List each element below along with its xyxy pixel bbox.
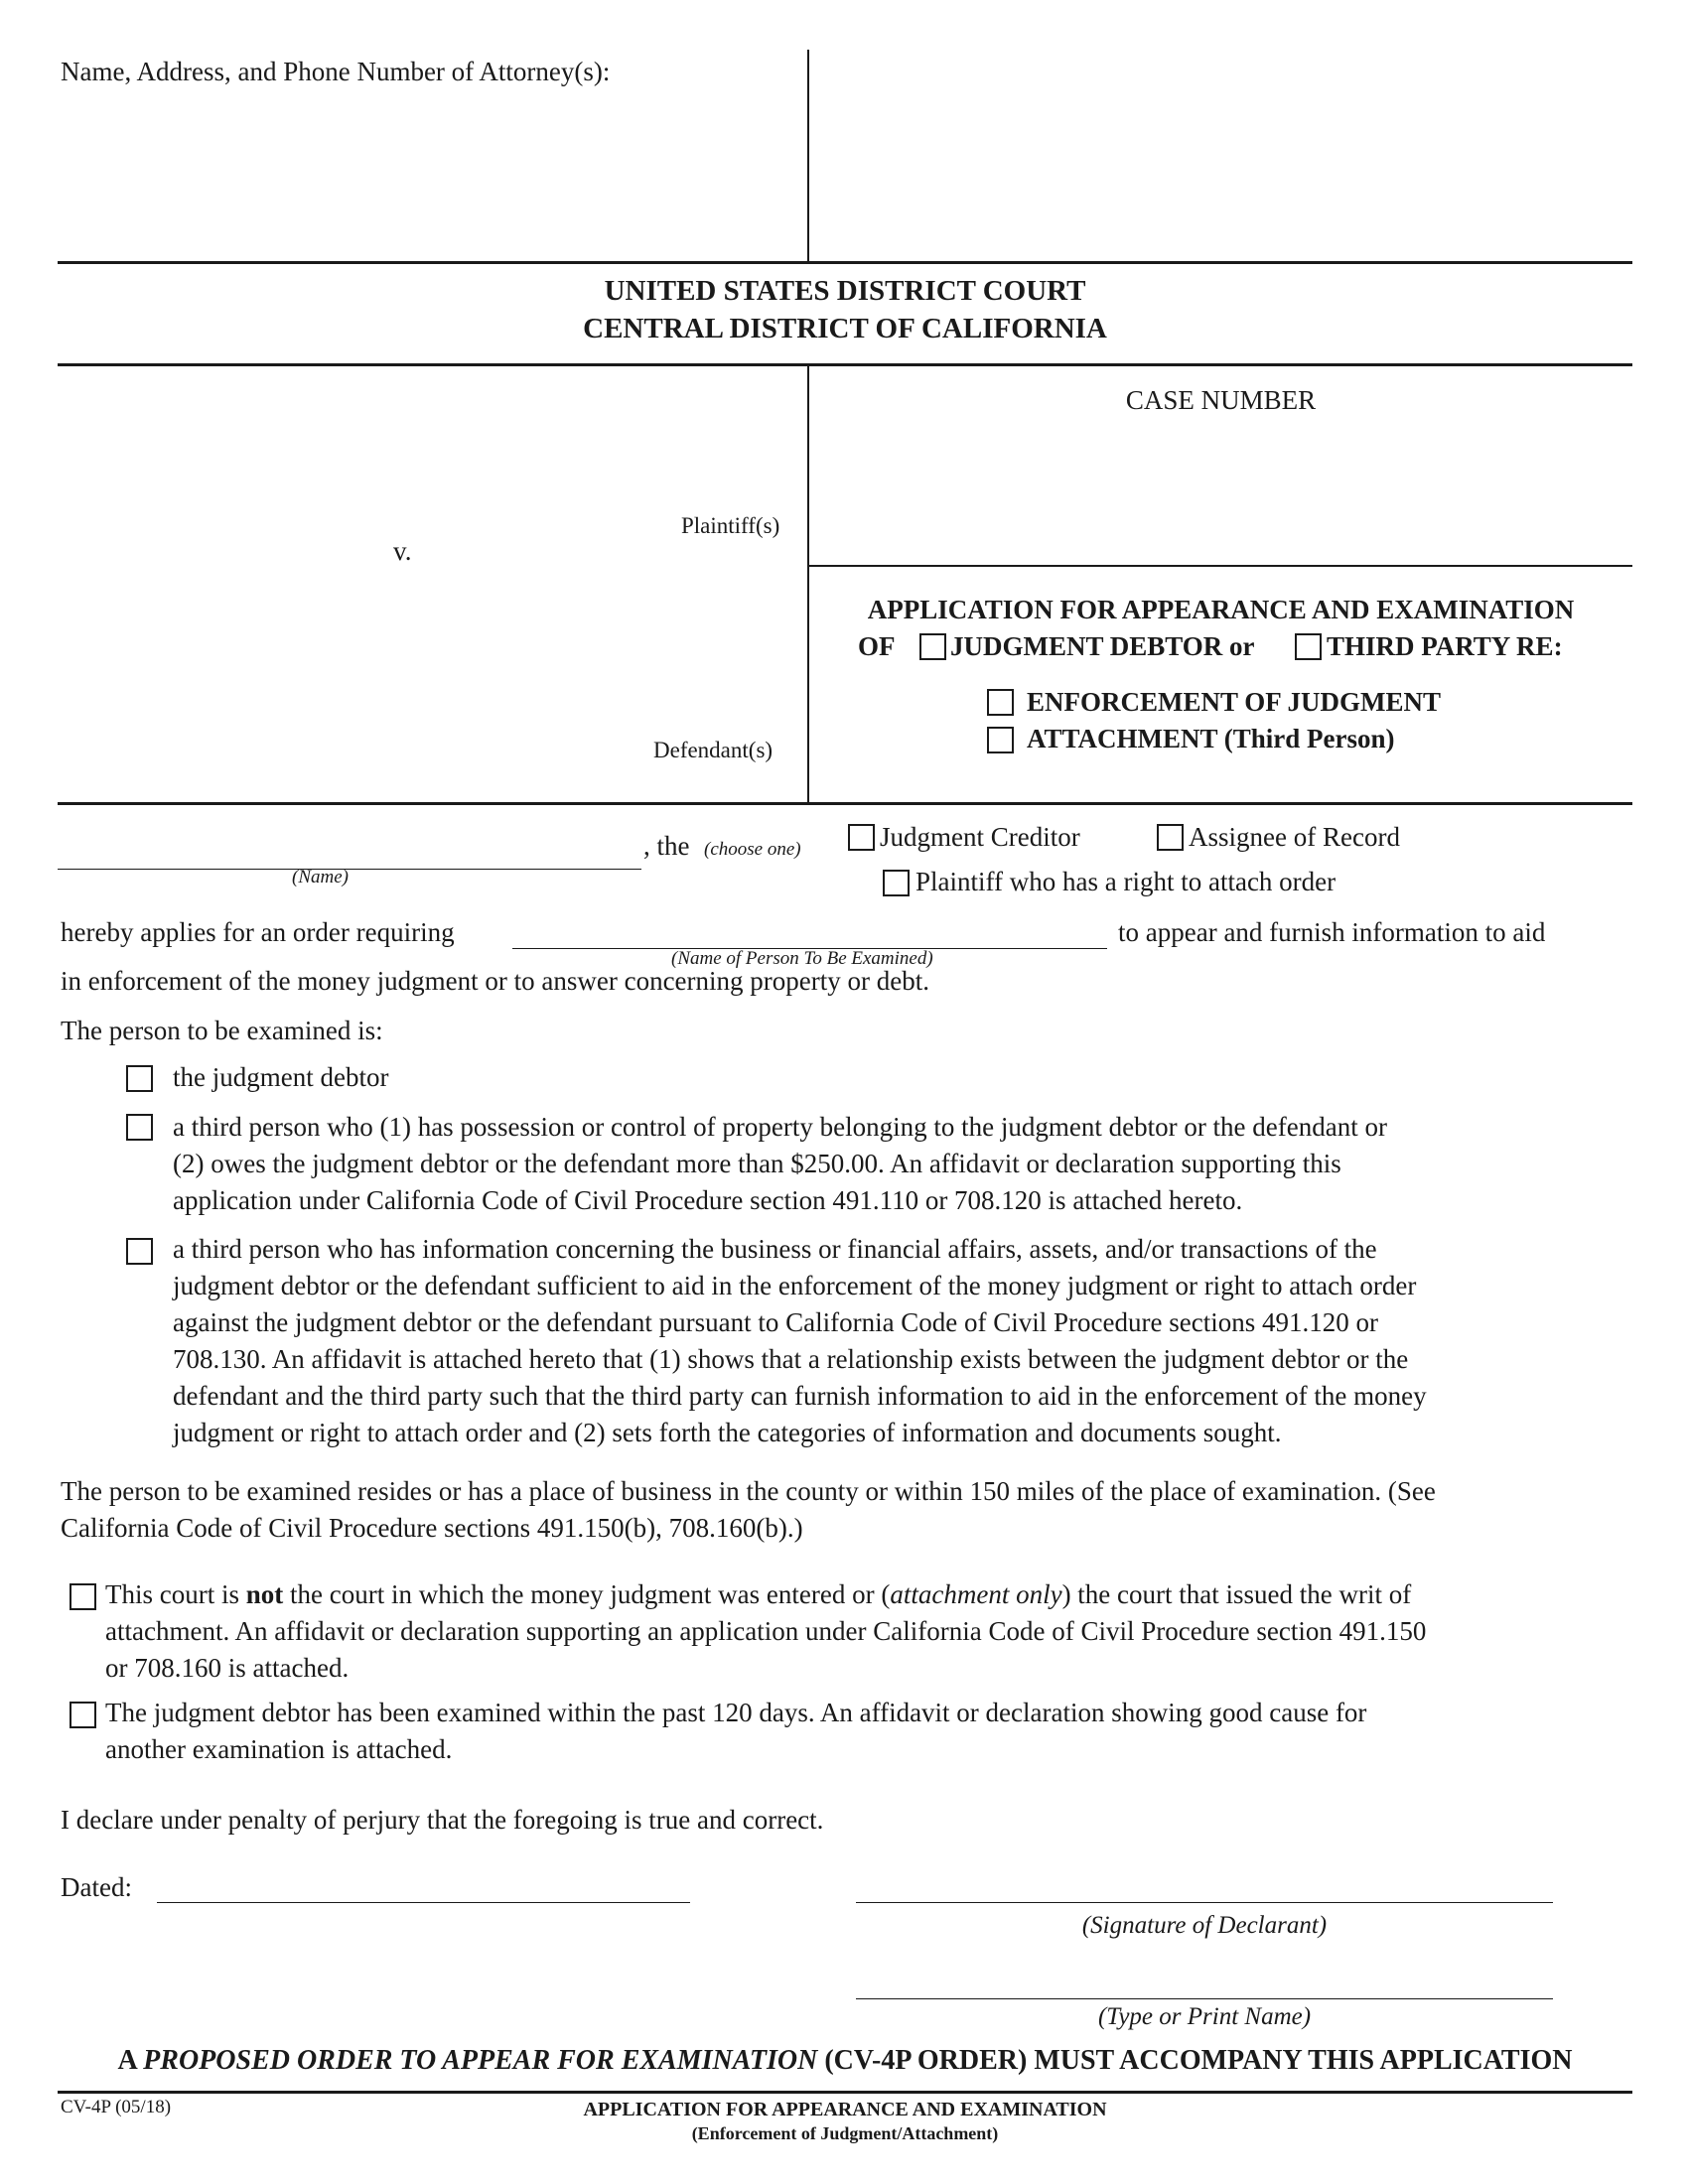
applicant-name-field[interactable]: [58, 869, 641, 870]
third-party-label: THIRD PARTY RE:: [1327, 631, 1563, 661]
court-check-line1: [105, 1576, 1411, 1613]
option1-label: the judgment debtor: [173, 1062, 389, 1092]
option3-line2: judgment debtor or the defendant sufficient to aid in the enforcement of the money judgment or right to attach order: [173, 1271, 1417, 1300]
case-number-rule: [809, 565, 1632, 567]
option2-line1: a third person who (1) has possession or control of property belonging to the judgment debtor or the defendant or: [173, 1112, 1387, 1142]
residence-line1: The person to be examined resides or has a place of business in the county or within 150 miles of the place of examination. (See: [61, 1476, 1436, 1506]
option3-line1: a third person who has information concerning the business or financial affairs, assets, and/or transactions of the: [173, 1234, 1377, 1264]
option3-line6: judgment or right to attach order and (2) sets forth the categories of information and documents sought.: [173, 1418, 1282, 1447]
judgment-creditor-checkbox[interactable]: [848, 824, 875, 851]
examined-caption: (Name of Person To Be Examined): [671, 948, 933, 969]
assignee-checkbox[interactable]: [1157, 824, 1184, 851]
attorney-divider: [807, 50, 809, 263]
residence-line2: California Code of Civil Procedure sections 491.150(b), 708.160(b).): [61, 1513, 803, 1543]
plaintiff-right-label: Plaintiff who has a right to attach order: [915, 867, 1336, 896]
enforcement-checkbox[interactable]: [987, 689, 1014, 716]
plaintiff-right-checkbox[interactable]: [883, 870, 910, 896]
name-caption: (Name): [292, 867, 349, 887]
examined-line1: The judgment debtor has been examined within the past 120 days. An affidavit or declaration showing good cause for: [105, 1698, 1367, 1727]
signature-field[interactable]: [856, 1902, 1553, 1903]
choose-one-caption: (choose one): [704, 839, 801, 860]
court-check-line3: or 708.160 is attached.: [105, 1653, 350, 1683]
dated-label: Dated:: [61, 1872, 132, 1902]
assignee-label: Assignee of Record: [1189, 822, 1400, 852]
option2-line2: (2) owes the judgment debtor or the defendant more than $250.00. An affidavit or declaration supporting this: [173, 1149, 1341, 1178]
signature-caption: (Signature of Declarant): [1081, 1912, 1328, 1939]
footer-rule: [58, 2091, 1632, 2094]
notice-rest: (CV-4P ORDER) MUST ACCOMPANY THIS APPLICATION: [817, 2045, 1573, 2076]
proposed-order-notice: [58, 2042, 1632, 2079]
dated-field[interactable]: [157, 1902, 690, 1903]
option2-line3: application under California Code of Civil Procedure section 491.110 or 708.120 is attached hereto.: [173, 1185, 1243, 1215]
print-name-caption: (Type or Print Name): [1097, 2003, 1312, 2030]
declaration-text: I declare under penalty of perjury that the foregoing is true and correct.: [61, 1805, 824, 1835]
court-check-attachment-only: attachment only: [890, 1579, 1062, 1609]
examined-recently-checkbox[interactable]: [70, 1702, 96, 1728]
judgment-debtor-option-checkbox[interactable]: [126, 1065, 153, 1092]
form-id: CV-4P (05/18): [61, 2097, 172, 2117]
versus-label: v.: [393, 536, 412, 566]
enforcement-label: ENFORCEMENT OF JUDGMENT: [1027, 687, 1442, 717]
rule-caption-top: [58, 363, 1632, 366]
applies-prefix: hereby applies for an order requiring: [61, 917, 455, 947]
plaintiffs-label: Plaintiff(s): [681, 513, 780, 538]
attorney-label: Name, Address, and Phone Number of Attorney(s):: [61, 57, 611, 86]
attachment-label: ATTACHMENT (Third Person): [1027, 724, 1395, 753]
court-check-post: ) the court that issued the writ of: [1061, 1579, 1412, 1609]
footer-title-line1: APPLICATION FOR APPEARANCE AND EXAMINATION: [583, 2099, 1107, 2120]
defendants-label: Defendant(s): [653, 738, 774, 762]
rule-caption-bottom: [58, 802, 1632, 805]
court-check-mid: the court in which the money judgment was entered or (: [283, 1579, 891, 1609]
notice-italic: PROPOSED ORDER TO APPEAR FOR EXAMINATION: [143, 2045, 818, 2076]
court-check-pre: This court is: [105, 1579, 246, 1609]
the-text: , the: [643, 831, 690, 861]
judgment-creditor-label: Judgment Creditor: [880, 822, 1080, 852]
notice-a: A: [117, 2045, 144, 2076]
applies-suffix: to appear and furnish information to aid: [1118, 917, 1546, 947]
third-person-information-checkbox[interactable]: [126, 1238, 153, 1265]
third-person-property-checkbox[interactable]: [126, 1114, 153, 1141]
examined-line2: another examination is attached.: [105, 1734, 453, 1764]
option3-line4: 708.130. An affidavit is attached hereto that (1) shows that a relationship exists between the judgment debtor or the: [173, 1344, 1409, 1374]
applies-line2: in enforcement of the money judgment or to answer concerning property or debt.: [61, 966, 929, 996]
court-line2: CENTRAL DISTRICT OF CALIFORNIA: [583, 313, 1107, 344]
application-title: APPLICATION FOR APPEARANCE AND EXAMINATION: [867, 595, 1575, 624]
option3-line3: against the judgment debtor or the defendant pursuant to California Code of Civil Procedure sections 491.120 or: [173, 1307, 1378, 1337]
option3-line5: defendant and the third party such that the third party can furnish information to aid in the enforcement of the money: [173, 1381, 1427, 1411]
footer-title-line2: (Enforcement of Judgment/Attachment): [691, 2123, 999, 2143]
judgment-debtor-label: JUDGMENT DEBTOR or: [950, 631, 1255, 661]
caption-divider: [807, 365, 809, 804]
judgment-debtor-checkbox[interactable]: [919, 633, 946, 660]
court-line1: UNITED STATES DISTRICT COURT: [604, 275, 1086, 307]
title-of: OF: [858, 631, 896, 661]
person-intro: The person to be examined is:: [61, 1016, 383, 1045]
third-party-checkbox[interactable]: [1295, 633, 1322, 660]
rule-top: [58, 261, 1632, 264]
attachment-checkbox[interactable]: [987, 727, 1014, 753]
case-number-label: CASE NUMBER: [1125, 385, 1317, 415]
court-check-line2: attachment. An affidavit or declaration supporting an application under California Code of Civil Procedure section 491.150: [105, 1616, 1427, 1646]
not-this-court-checkbox[interactable]: [70, 1583, 96, 1610]
court-check-not: not: [245, 1579, 284, 1609]
